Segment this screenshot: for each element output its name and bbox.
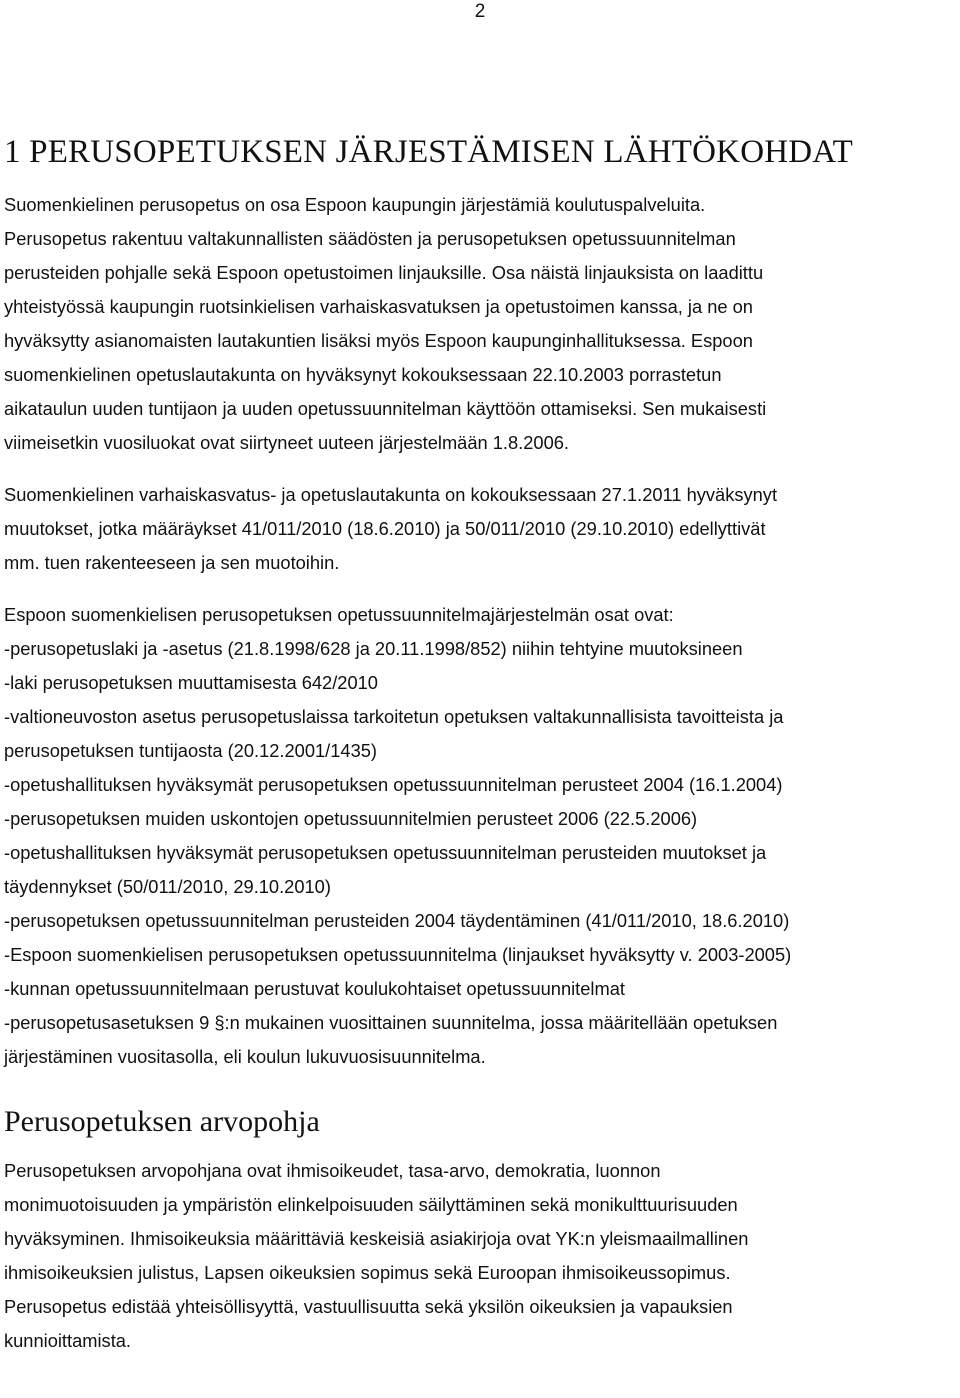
intro-paragraph (4, 188, 956, 460)
curriculum-components-list (4, 598, 956, 1074)
list-item: -Espoon suomenkielisen perusopetuksen opetussuunnitelma (linjaukset hyväksytty v. 2003-2005) (4, 944, 792, 965)
text-line: monimuotoisuuden ja ympäristön elinkelpoisuuden säilyttäminen sekä monikulttuurisuuden (4, 1194, 738, 1215)
chapter-heading: 1 PERUSOPETUKSEN JÄRJESTÄMISEN LÄHTÖKOHDAT (4, 134, 854, 170)
list-item-continued: täydennykset (50/011/2010, 29.10.2010) (4, 876, 331, 897)
list-item: -kunnan opetussuunnitelmaan perustuvat koulukohtaiset opetussuunnitelmat (4, 978, 625, 999)
page-number: 2 (474, 1, 486, 22)
list-item-continued: perusopetuksen tuntijaosta (20.12.2001/1435) (4, 740, 378, 761)
text-line: hyväksytty asianomaisten lautakuntien lisäksi myös Espoon kaupunginhallituksessa. Espoon (4, 330, 753, 351)
list-item-continued: järjestäminen vuositasolla, eli koulun lukuvuosisuunnitelma. (4, 1046, 486, 1067)
text-line: ihmisoikeuksien julistus, Lapsen oikeuksien sopimus sekä Euroopan ihmisoikeussopimus. (4, 1262, 731, 1283)
text-line: yhteistyössä kaupungin ruotsinkielisen varhaiskasvatuksen ja opetustoimen kanssa, ja ne on (4, 296, 753, 317)
list-item: -opetushallituksen hyväksymät perusopetuksen opetussuunnitelman perusteet 2004 (16.1.2004) (4, 774, 783, 795)
values-paragraph (4, 1154, 956, 1358)
text-line: aikataulun uuden tuntijaon ja uuden opetussuunnitelman käyttöön ottamiseksi. Sen mukaisesti (4, 398, 767, 419)
list-item: -opetushallituksen hyväksymät perusopetuksen opetussuunnitelman perusteiden muutokset ja (4, 842, 767, 863)
text-line: viimeisetkin vuosiluokat ovat siirtyneet uuteen järjestelmään 1.8.2006. (4, 432, 569, 453)
text-line: suomenkielinen opetuslautakunta on hyväksynyt kokouksessaan 22.10.2003 porrastetun (4, 364, 722, 385)
list-item: -perusopetuksen opetussuunnitelman perusteiden 2004 täydentäminen (41/011/2010, 18.6.2010) (4, 910, 790, 931)
text-line: mm. tuen rakenteeseen ja sen muotoihin. (4, 552, 340, 573)
text-line: Perusopetus edistää yhteisöllisyyttä, vastuullisuutta sekä yksilön oikeuksien ja vapauksien (4, 1296, 733, 1317)
list-intro: Espoon suomenkielisen perusopetuksen opetussuunnitelmajärjestelmän osat ovat: (4, 604, 674, 625)
text-line: Perusopetuksen arvopohjana ovat ihmisoikeudet, tasa-arvo, demokratia, luonnon (4, 1160, 661, 1181)
list-item: -perusopetusasetuksen 9 §:n mukainen vuosittainen suunnitelma, jossa määritellään opetuksen (4, 1012, 778, 1033)
text-line: Suomenkielinen varhaiskasvatus- ja opetuslautakunta on kokouksessaan 27.1.2011 hyväksynyt (4, 484, 778, 505)
list-item: -perusopetuslaki ja -asetus (21.8.1998/628 ja 20.11.1998/852) niihin tehtyine muutoksineen (4, 638, 743, 659)
amendments-paragraph (4, 478, 956, 580)
text-line: muutokset, jotka määräykset 41/011/2010 (18.6.2010) ja 50/011/2010 (29.10.2010) edellyttivät (4, 518, 766, 539)
page-content (4, 130, 956, 1376)
text-line: perusteiden pohjalle sekä Espoon opetustoimen linjauksille. Osa näistä linjauksista on laadittu (4, 262, 764, 283)
list-item: -perusopetuksen muiden uskontojen opetussuunnitelmien perusteet 2006 (22.5.2006) (4, 808, 698, 829)
list-item: -valtioneuvoston asetus perusopetuslaissa tarkoitetun opetuksen valtakunnallisista tavoitteista ja (4, 706, 784, 727)
section-heading: Perusopetuksen arvopohja (4, 1105, 320, 1138)
text-line: hyväksyminen. Ihmisoikeuksia määrittäviä keskeisiä asiakirjoja ovat YK:n yleismaailmallinen (4, 1228, 749, 1249)
list-item: -laki perusopetuksen muuttamisesta 642/2010 (4, 672, 378, 693)
text-line: Perusopetus rakentuu valtakunnallisten säädösten ja perusopetuksen opetussuunnitelman (4, 228, 736, 249)
text-line: Suomenkielinen perusopetus on osa Espoon kaupungin järjestämiä koulutuspalveluita. (4, 194, 706, 215)
text-line: kunnioittamista. (4, 1330, 132, 1351)
